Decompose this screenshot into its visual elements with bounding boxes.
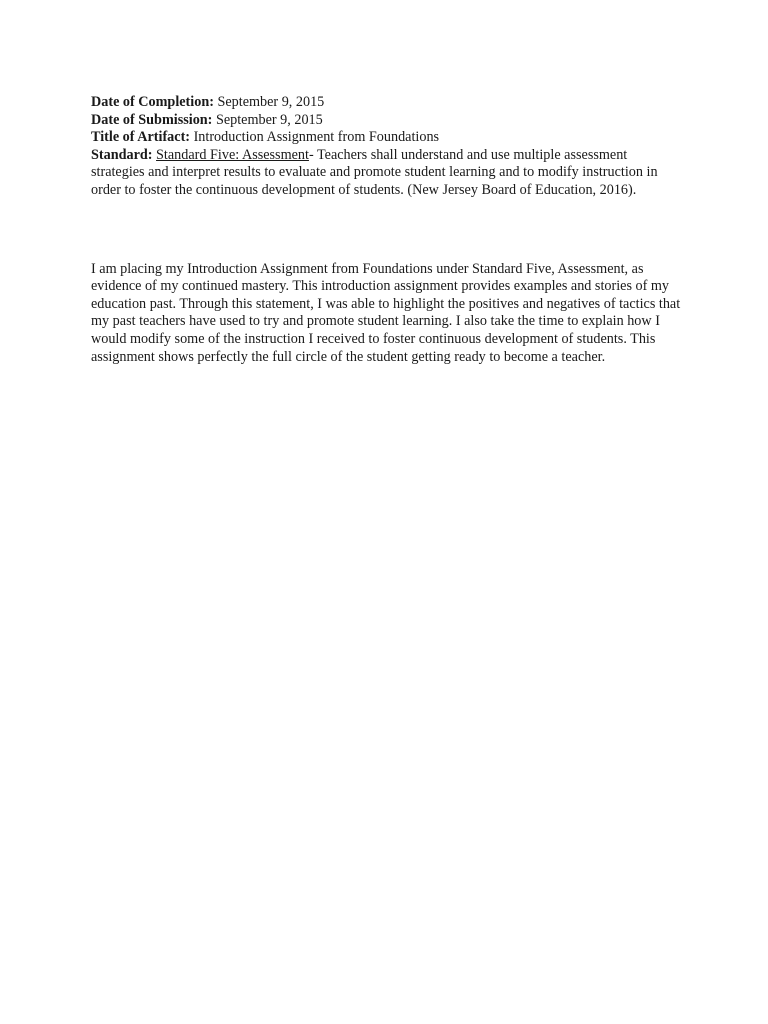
- standard-label: Standard:: [91, 146, 153, 163]
- document-page: [91, 94, 683, 366]
- spacer: [91, 200, 683, 261]
- submission-label: Date of Submission:: [91, 111, 213, 128]
- standard-description: - Teachers shall understand and use multiple assessment strategies and interpret results to evaluate and promote student learning and to modify instruction in order to foster the continuous development of students. (New Jersey Board of Education, 2016).: [91, 146, 658, 198]
- completion-label: Date of Completion:: [91, 94, 214, 110]
- title-value: Introduction Assignment from Foundations: [190, 129, 440, 146]
- body-paragraph: I am placing my Introduction Assignment from Foundations under Standard Five, Assessment, as evidence of my continued mastery. This introduction assignment provides examples and stories of my education past. Through this statement, I was able to highlight the positives and negatives of tactics that my past teachers have used to try and promote student learning. I also take the time to explain how I would modify some of the instruction I received to foster continuous development of students. This assignment shows perfectly the full circle of the student getting ready to become a teacher.: [91, 260, 681, 365]
- title-label: Title of Artifact:: [91, 129, 191, 146]
- standard-name: Standard Five: Assessment: [156, 146, 309, 163]
- completion-line: [91, 94, 683, 112]
- submission-value: September 9, 2015: [212, 111, 323, 128]
- title-line: [91, 129, 683, 147]
- standard-line: [91, 147, 683, 200]
- submission-line: [91, 112, 683, 130]
- completion-value: September 9, 2015: [213, 94, 325, 110]
